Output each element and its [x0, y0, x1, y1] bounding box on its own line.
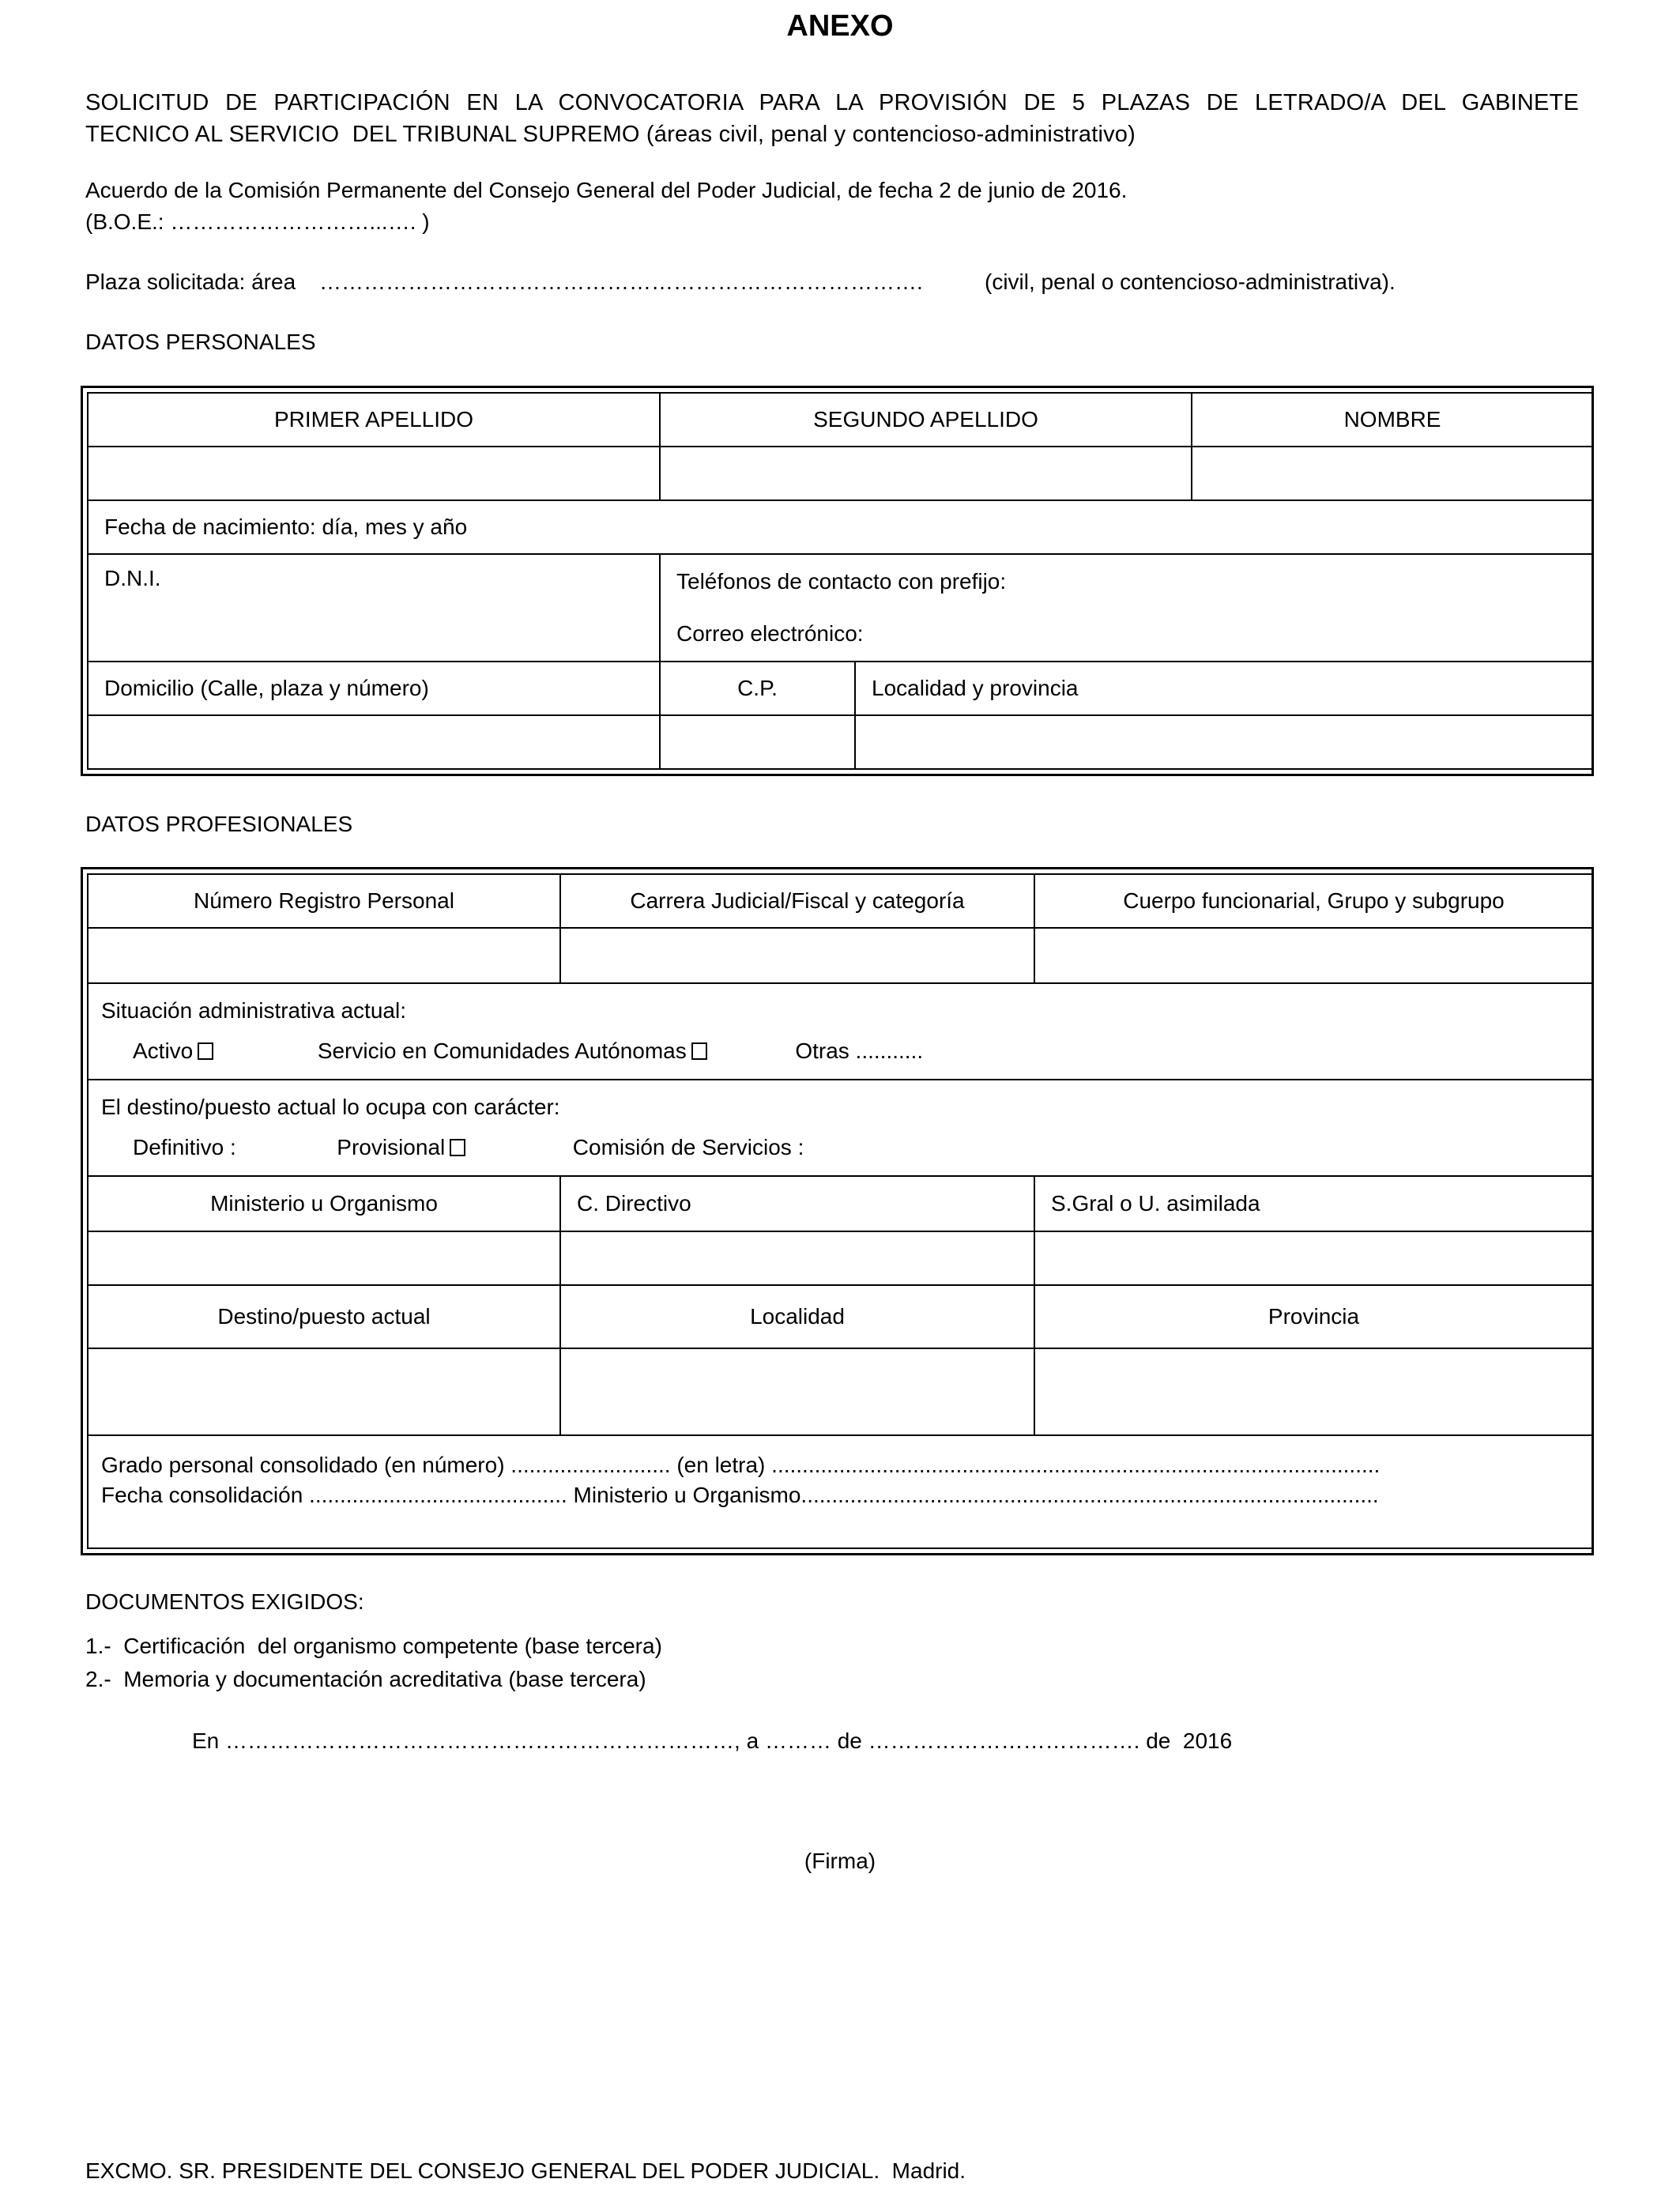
boe-reference: (B.O.E.: ………………………...…. ): [85, 209, 430, 234]
grado-consolidado-cell: [88, 1435, 1593, 1548]
plaza-solicitada-label: Plaza solicitada: área: [85, 270, 296, 294]
datos-profesionales-heading: DATOS PROFESIONALES: [85, 812, 353, 836]
situacion-label: Situación administrativa actual:: [101, 998, 406, 1023]
documentos-heading: DOCUMENTOS EXIGIDOS:: [85, 1589, 364, 1614]
dni-label: D.N.I.: [104, 566, 161, 590]
comision-servicios-field[interactable]: Comisión de Servicios :: [572, 1135, 804, 1159]
destinatario: [85, 2158, 966, 2185]
cuerpo-header: Cuerpo funcionarial, Grupo y subgrupo: [1034, 874, 1593, 928]
fecha-consolidacion-line[interactable]: Fecha consolidación .......................................... Ministerio u Organismo..............................................................................................: [101, 1483, 1379, 1507]
segundo-apellido-header: SEGUNDO APELLIDO: [660, 393, 1192, 447]
carrera-field[interactable]: [560, 928, 1034, 983]
plaza-area-note: (civil, penal o contencioso-administrativa).: [985, 270, 1396, 294]
correo-label: Correo electrónico:: [676, 621, 864, 646]
ministerio-field[interactable]: [88, 1231, 560, 1285]
nombre-header: NOMBRE: [1192, 393, 1593, 447]
ministerio-header: Ministerio u Organismo: [88, 1176, 560, 1231]
situacion-administrativa-cell: [88, 983, 1593, 1080]
sgral-header: S.Gral o U. asimilada: [1034, 1176, 1593, 1231]
datos-personales-table: [81, 386, 1594, 776]
activo-label: Activo: [133, 1039, 194, 1063]
destinatario-main: EXCMO. SR. PRESIDENTE DEL CONSEJO GENERAL DEL PODER JUDICIAL.: [85, 2158, 880, 2183]
activo-checkbox[interactable]: [198, 1042, 213, 1060]
destino-caracter-cell: [88, 1080, 1593, 1176]
grado-line[interactable]: Grado personal consolidado (en número) .......................... (en letra) ...................................................................................................: [101, 1453, 1381, 1477]
documento-item-2: 2.- Memoria y documentación acreditativa (base tercera): [85, 1667, 646, 1691]
datos-personales-heading: DATOS PERSONALES: [85, 330, 316, 354]
intro-paragraph: [85, 87, 1579, 150]
intro-line-1: SOLICITUD DE PARTICIPACIÓN EN LA CONVOCATORIA PARA LA PROVISIÓN DE 5 PLAZAS DE LETRADO/A DEL GABINETE: [85, 90, 1579, 115]
servicio-ccaa-checkbox[interactable]: [691, 1042, 707, 1060]
documento-item-1: 1.- Certificación del organismo competente (base tercera): [85, 1634, 662, 1658]
otras-field[interactable]: Otras ...........: [795, 1039, 924, 1063]
segundo-apellido-field[interactable]: [660, 447, 1192, 500]
domicilio-header: Domicilio (Calle, plaza y número): [88, 662, 660, 715]
cp-header: C.P.: [660, 662, 855, 715]
intro-line-2: TECNICO AL SERVICIO DEL TRIBUNAL SUPREMO (áreas civil, penal y contencioso-administrativo): [85, 122, 1136, 147]
definitivo-field[interactable]: Definitivo :: [133, 1135, 236, 1159]
telefonos-label: Teléfonos de contacto con prefijo:: [676, 569, 1007, 594]
firma-label: (Firma): [804, 1849, 876, 1873]
provisional-checkbox[interactable]: [450, 1139, 465, 1156]
destino-caracter-label: El destino/puesto actual lo ocupa con carácter:: [101, 1095, 560, 1119]
registro-personal-header: Número Registro Personal: [88, 874, 560, 928]
cp-field[interactable]: [660, 715, 855, 769]
page-title: ANEXO: [786, 9, 894, 43]
c-directivo-header: C. Directivo: [560, 1176, 1034, 1231]
localidad-provincia-field[interactable]: [855, 715, 1593, 769]
domicilio-field[interactable]: [88, 715, 660, 769]
registro-personal-field[interactable]: [88, 928, 560, 983]
destino-actual-header: Destino/puesto actual: [88, 1285, 560, 1348]
datos-profesionales-table: [81, 867, 1594, 1555]
lugar-fecha-line[interactable]: En ……………………………………………………………, a ……… de ………………………………. de 2016: [192, 1728, 1233, 1753]
contacto-field[interactable]: [660, 554, 1593, 662]
plaza-area-field[interactable]: ……………………………………………………………………….: [319, 270, 923, 294]
destinatario-city: Madrid.: [891, 2158, 966, 2183]
cuerpo-field[interactable]: [1034, 928, 1593, 983]
acuerdo-line-1: Acuerdo de la Comisión Permanente del Consejo General del Poder Judicial, de fecha 2 de junio de 2016.: [85, 178, 1128, 202]
provincia-header: Provincia: [1034, 1285, 1593, 1348]
localidad-header: Localidad: [560, 1285, 1034, 1348]
sgral-field[interactable]: [1034, 1231, 1593, 1285]
primer-apellido-field[interactable]: [88, 447, 660, 500]
localidad-field[interactable]: [560, 1348, 1034, 1435]
destino-actual-field[interactable]: [88, 1348, 560, 1435]
primer-apellido-header: PRIMER APELLIDO: [88, 393, 660, 447]
servicio-ccaa-label: Servicio en Comunidades Autónomas: [317, 1039, 687, 1063]
dni-field[interactable]: [88, 554, 660, 662]
localidad-provincia-header: Localidad y provincia: [855, 662, 1593, 715]
provincia-field[interactable]: [1034, 1348, 1593, 1435]
fecha-nacimiento-field[interactable]: Fecha de nacimiento: día, mes y año: [88, 500, 1593, 554]
c-directivo-field[interactable]: [560, 1231, 1034, 1285]
nombre-field[interactable]: [1192, 447, 1593, 500]
carrera-header: Carrera Judicial/Fiscal y categoría: [560, 874, 1034, 928]
provisional-label: Provisional: [337, 1135, 446, 1159]
